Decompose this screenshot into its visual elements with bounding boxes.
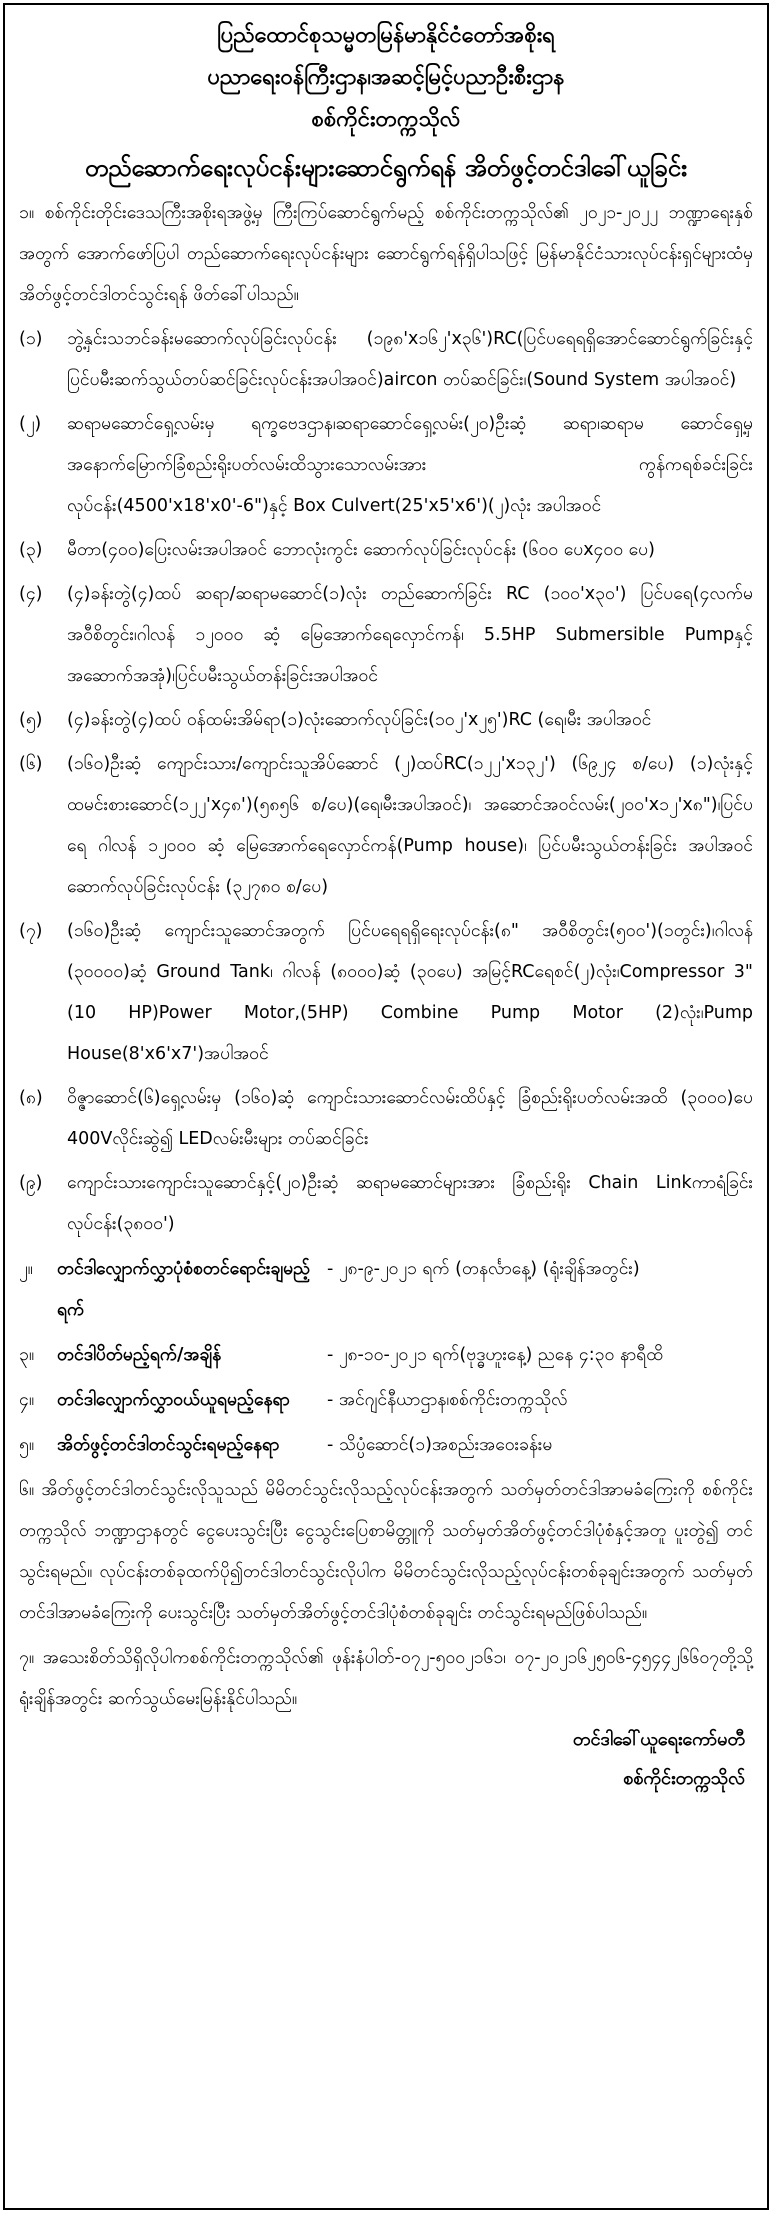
item-number: (၈) [19, 1088, 43, 1108]
note-text: အသေးစိတ်သိရှိလိုပါကစစ်ကိုင်းတက္ကသိုလ်၏ ဖုန်းနံပါတ်-၀၇၂-၅၀၀၂၁၆၁၊ ၀၇-၂၀၂၁၆၂၅၀၆-၄၅၄၄၂၆၆၀၇တို့သို့ရုံးချိန်အတွင်း ဆက်သွယ်မေးမြန်းနိုင်ပါသည်။ [19, 1648, 753, 1709]
item-number: (၄) [19, 584, 43, 604]
notice-title: တည်ဆောက်ရေးလုပ်ငန်းများဆောင်ရွက်ရန် အိတ်ဖွင့်တင်ဒါခေါ်ယူခြင်း [84, 154, 688, 182]
intro-text: စစ်ကိုင်းတိုင်းဒေသကြီးအစိုးရအဖွဲ့မှ ကြီးကြပ်ဆောင်ရွက်မည့် စစ်ကိုင်းတက္ကသိုလ်၏ ၂၀၂၁-၂၀၂၂ ဘဏ္ဍာရေးနှစ်အတွက် အောက်ဖော်ပြပါ တည်ဆောက်ရေးလုပ်ငန်းများ ဆောင်ရွက်ရန်ရှိပါသဖြင့် မြန်မာနိုင်ငံသားလုပ်ငန်းရှင်များထံမှ အိတ်ဖွင့်တင်ဒါတင်သွင်းရန် ဖိတ်ခေါ်ပါသည်။ [19, 203, 753, 305]
item-number: (၇) [19, 921, 43, 941]
header-ministry: ပညာရေးဝန်ကြီးဌာန၊အဆင့်မြင့်ပညာဦးစီးဌာန [207, 65, 565, 90]
item-number: (၃) [19, 540, 43, 560]
schedule-value: - ၂၈-၁၀-၂၀၂၁ ရက်(ဗုဒ္ဓဟူးနေ့) ညနေ ၄:၃၀ နာရီထိ [327, 1345, 664, 1365]
item-text: (၁၆၀)ဦးဆံ့ ကျောင်းသူဆောင်အတွက် ပြင်ပရေရရှိရေးလုပ်ငန်း(၈" အဝီစိတွင်း(၅၀၀')(၁တွင်း)၊ဂါလန် (၃၀၀၀၀)ဆံ့ Ground Tank၊ ဂါလန် (၈၀၀၀)ဆံ့ (၃၀ပေ) အမြင့်RCရေစင်(၂)လုံး၊Compressor 3"(10 HP)Power Motor,(5HP) Combine Pump Motor (2)လုံး၊Pump House(8'x6'x7')အပါအဝင် [67, 921, 753, 1064]
schedule-label: တင်ဒါလျှောက်လွှာဝယ်ယူရမည့်နေရာ [57, 1390, 290, 1410]
list-item [19, 700, 753, 741]
deposit-note [19, 1470, 753, 1634]
list-item [19, 404, 753, 527]
header-government: ပြည်ထောင်စုသမ္မတမြန်မာနိုင်ငံတော်အစိုးရ [217, 23, 555, 48]
list-item [19, 1078, 753, 1160]
schedule-number: ၃။ [19, 1345, 35, 1365]
schedule-label: တင်ဒါပိတ်မည့်ရက်/အချိန် [57, 1345, 222, 1365]
item-text: (၁၆၀)ဦးဆံ့ ကျောင်းသား/ကျောင်းသူအိပ်ဆောင် (၂)ထပ်RC(၁၂၂'x၁၃၂') (၆၉၂၄ စ/ပေ) (၁)လုံးနှင့် ထမင်းစားဆောင်(၁၂၂'x၄၈')(၅၈၅၆ စ/ပေ)(ရေ၊မီးအပါအဝင်)၊ အဆောင်အဝင်လမ်း(၂၀၀'x၁၂'x၈")၊ပြင်ပရေ ဂါလန် ၁၂၀၀၀ ဆံ့ မြေအောက်ရေလှောင်ကန်(Pump house)၊ ပြင်ပမီးသွယ်တန်းခြင်း အပါအဝင် ဆောက်လုပ်ခြင်းလုပ်ငန်း (၃၂၇၈၀ စ/ပေ) [67, 754, 753, 897]
schedule-value: - ၂၈-၉-၂၀၂၁ ရက် (တနင်္လာနေ့) (ရုံးချိန်အတွင်း) [327, 1259, 640, 1279]
schedule-row [19, 1249, 753, 1331]
schedule-row [19, 1380, 753, 1421]
list-item [19, 574, 753, 697]
header-university: စစ်ကိုင်းတက္ကသိုလ် [311, 107, 461, 132]
intro-number: ၁။ [19, 203, 35, 223]
signature-university: စစ်ကိုင်းတက္ကသိုလ် [623, 1768, 745, 1789]
list-item [19, 319, 753, 401]
item-text: ဘွဲ့နှင်းသဘင်ခန်းမဆောက်လုပ်ခြင်းလုပ်ငန်း (၁၉၈'x၁၆၂'x၃၆')RC(ပြင်ပရေရရှိအောင်ဆောင်ရွက်ခြင်းနှင့် ပြင်ပမီးဆက်သွယ်တပ်ဆင်ခြင်းလုပ်ငန်းအပါအဝင်)aircon တပ်ဆင်ခြင်း၊(Sound System အပါအဝင်) [67, 329, 753, 390]
item-number: (၆) [19, 754, 43, 774]
schedule-value: - အင်ဂျင်နီယာဌာန၊စစ်ကိုင်းတက္ကသိုလ် [327, 1390, 568, 1410]
item-text: ဝိဇ္ဇာဆောင်(၆)ရှေ့လမ်းမှ (၁၆၀)ဆံ့ ကျောင်းသားဆောင်လမ်းထိပ်နှင့် ခြံစည်းရိုးပတ်လမ်းအထိ (၃၀၀၀)ပေ 400Vလိုင်းဆွဲ၍ LEDလမ်းမီးများ တပ်ဆင်ခြင်း [67, 1088, 753, 1149]
item-number: (၂) [19, 414, 42, 434]
list-item [19, 744, 753, 908]
item-text: ဆရာမဆောင်ရှေ့လမ်းမှ ရက္ခဗေဒဌာန၊ဆရာဆောင်ရှေ့လမ်း(၂၀)ဦးဆံ့ ဆရာ၊ဆရာမ ဆောင်ရှေ့မှ အနောက်မြောက်ခြံစည်းရိုးပတ်လမ်းထိသွားသောလမ်းအား ကွန်ကရစ်ခင်းခြင်းလုပ်ငန်း(4500'x18'x0'-6")နှင့် Box Culvert(25'x5'x6')(၂)လုံး အပါအဝင် [67, 414, 753, 516]
schedule-row [19, 1425, 753, 1466]
note-number: ၇။ [19, 1648, 35, 1668]
item-text: ကျောင်းသားကျောင်းသူဆောင်နှင့်(၂၀)ဦးဆံ့ ဆရာမဆောင်များအား ခြံစည်းရိုး Chain Linkကာရံခြင်းလုပ်ငန်း(၃၈၀၀') [67, 1173, 753, 1234]
signature-committee: တင်ဒါခေါ်ယူရေးကော်မတီ [572, 1729, 745, 1750]
schedule-value: - သိပ္ပံဆောင်(၁)အစည်းအဝေးခန်းမ [327, 1435, 553, 1455]
schedule-number: ၂။ [19, 1259, 33, 1279]
note-number: ၆။ [19, 1480, 35, 1500]
item-number: (၅) [19, 710, 43, 730]
schedule-row [19, 1335, 753, 1376]
list-item [19, 911, 753, 1075]
item-number: (၁) [19, 329, 43, 349]
list-item [19, 530, 753, 571]
note-text: အိတ်ဖွင့်တင်ဒါတင်သွင်းလိုသူသည် မိမိတင်သွင်းလိုသည့်လုပ်ငန်းအတွက် သတ်မှတ်တင်ဒါအာမခံကြေးကို စစ်ကိုင်းတက္ကသိုလ် ဘဏ္ဍာဌာနတွင် ငွေပေးသွင်းပြီး ငွေသွင်းပြေစာမိတ္တူကို သတ်မှတ်အိတ်ဖွင့်တင်ဒါပုံစံနှင့်အတူ ပူးတွဲ၍ တင်သွင်းရမည်။ လုပ်ငန်းတစ်ခုထက်ပို၍တင်ဒါတင်သွင်းလိုပါက မိမိတင်သွင်းလိုသည့်လုပ်ငန်းတစ်ခုချင်းအတွက် သတ်မှတ်တင်ဒါအာမခံကြေးကို ပေးသွင်းပြီး သတ်မှတ်အိတ်ဖွင့်တင်ဒါပုံစံတစ်ခုချင်း တင်သွင်းရမည်ဖြစ်ပါသည်။ [19, 1480, 753, 1623]
item-number: (၉) [19, 1173, 43, 1193]
schedule-number: ၄။ [19, 1390, 35, 1410]
intro-paragraph [19, 193, 753, 316]
schedule-label: အိတ်ဖွင့်တင်ဒါတင်သွင်းရမည့်နေရာ [57, 1435, 280, 1455]
schedule-label: တင်ဒါလျှောက်လွှာပုံစံစတင်ရောင်းချမည့်ရက် [57, 1259, 311, 1320]
item-text: မီတာ(၄၀၀)ပြေးလမ်းအပါအဝင် ဘောလုံးကွင်း ဆောက်လုပ်ခြင်းလုပ်ငန်း (၆၀၀ ပေx၄၀၀ ပေ) [67, 540, 655, 560]
contact-note [19, 1638, 753, 1720]
schedule-list [19, 1249, 753, 1466]
list-item [19, 1163, 753, 1245]
item-text: (၄)ခန်းတွဲ(၄)ထပ် ဝန်ထမ်းအိမ်ရာ(၁)လုံးဆောက်လုပ်ခြင်း(၁၀၂'x၂၅')RC (ရေ၊မီး အပါအဝင် [67, 710, 652, 730]
work-items-list [19, 319, 753, 1245]
item-text: (၄)ခန်းတွဲ(၄)ထပ် ဆရာ/ဆရာမဆောင်(၁)လုံး တည်ဆောက်ခြင်း RC (၁၀၀'x၃၀') ပြင်ပရေ(၄လက်မ အဝီစိတွင်း၊ဂါလန် ၁၂၀၀၀ ဆံ့ မြေအောက်ရေလှောင်ကန်၊ 5.5HP Submersible Pumpနှင့် အဆောက်အအုံ)၊ပြင်ပမီးသွယ်တန်းခြင်းအပါအဝင် [67, 584, 753, 686]
tender-notice [3, 3, 769, 2210]
schedule-number: ၅။ [19, 1435, 35, 1455]
